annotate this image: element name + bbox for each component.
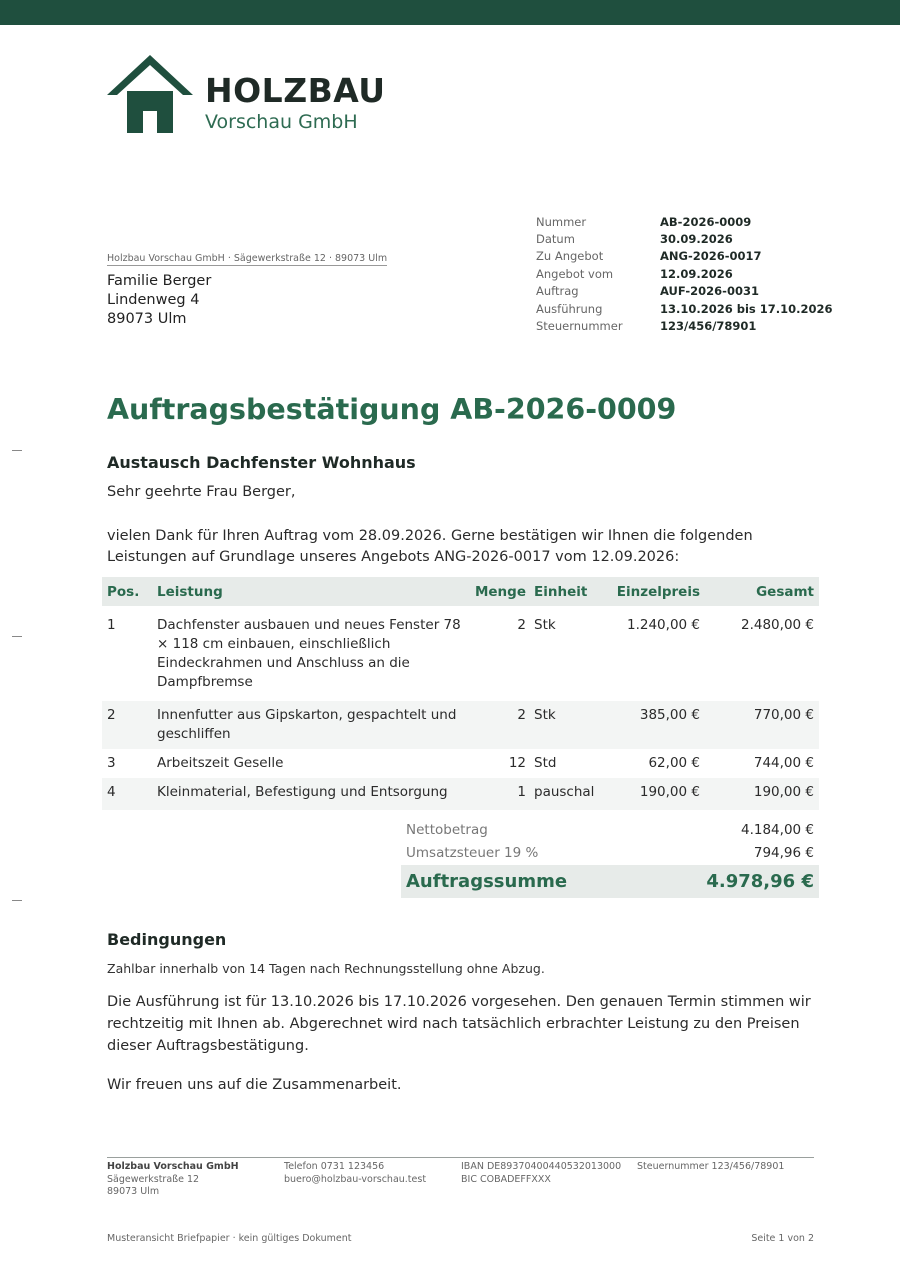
row-unit: Stk (534, 707, 556, 723)
meta-row (536, 317, 833, 334)
row-price: 62,00 € (648, 755, 700, 771)
fold-mark (12, 900, 22, 901)
footer-email: buero@holzbau-vorschau.test (284, 1173, 427, 1185)
footer-contact (284, 1161, 426, 1186)
company-subname: Vorschau GmbH (205, 111, 358, 133)
row-pos: 4 (107, 784, 116, 800)
meta-row (536, 265, 833, 282)
row-total: 744,00 € (753, 755, 814, 771)
net-value: 4.184,00 € (741, 821, 814, 838)
meta-row (536, 248, 833, 265)
row-total: 2.480,00 € (741, 617, 814, 633)
page-number: Seite 1 von 2 (751, 1233, 814, 1244)
recipient-line: Familie Berger (107, 273, 212, 289)
punch-mark (12, 636, 22, 637)
header-pos: Pos. (107, 583, 140, 600)
fold-mark (12, 450, 22, 451)
row-qty: 2 (517, 617, 526, 633)
header-price: Einzelpreis (616, 583, 700, 600)
meta-row (536, 283, 833, 300)
footer-bank (461, 1161, 621, 1186)
footer-street: Sägewerkstraße 12 (107, 1173, 200, 1185)
payment-terms: Zahlbar innerhalb von 14 Tagen nach Rechnungsstellung ohne Abzug. (107, 961, 545, 976)
meta-value: 123/456/78901 (660, 319, 757, 334)
meta-value: 30.09.2026 (660, 232, 733, 247)
top-brand-bar (0, 0, 900, 25)
row-price: 1.240,00 € (627, 617, 700, 633)
vat-label: Umsatzsteuer 19 % (406, 844, 539, 861)
table-row (102, 606, 819, 701)
row-desc: Arbeitszeit Geselle (157, 755, 284, 771)
footer-tax-number: Steuernummer 123/456/78901 (637, 1161, 785, 1172)
row-desc: Innenfutter aus Gipskarton, gespachtelt und geschliffen (157, 707, 457, 742)
header-unit: Einheit (534, 583, 588, 600)
vat-row (401, 841, 819, 864)
table-row (102, 778, 819, 810)
meta-label: Steuernummer (536, 319, 623, 334)
footer-phone: Telefon 0731 123456 (284, 1161, 385, 1172)
row-total: 190,00 € (753, 784, 814, 800)
row-price: 190,00 € (639, 784, 700, 800)
row-qty: 1 (517, 784, 526, 800)
row-desc: Kleinmaterial, Befestigung und Entsorgung (157, 784, 448, 800)
meta-row (536, 213, 833, 230)
document-title: Auftragsbestätigung AB-2026-0009 (107, 393, 677, 426)
row-qty: 12 (508, 755, 526, 771)
row-pos: 3 (107, 755, 116, 771)
meta-value: AUF-2026-0031 (660, 284, 759, 299)
footer-company-name: Holzbau Vorschau GmbH (107, 1161, 239, 1172)
table-row (102, 701, 819, 749)
table-header (102, 577, 819, 606)
footer-bic: BIC COBADEFFXXX (461, 1173, 551, 1185)
company-logo (107, 55, 397, 140)
sample-note: Musteransicht Briefpapier · kein gültiges Dokument (107, 1233, 352, 1244)
row-qty: 2 (517, 707, 526, 723)
footer-iban: IBAN DE89370400440532013000 (461, 1161, 622, 1172)
items-table (102, 577, 819, 810)
meta-value: ANG-2026-0017 (660, 249, 762, 264)
row-pos: 2 (107, 707, 116, 723)
sender-address-line: Holzbau Vorschau GmbH · Sägewerkstraße 12 · 89073 Ulm (107, 253, 388, 264)
meta-row (536, 230, 833, 247)
row-desc: Dachfenster ausbauen und neues Fenster 78 × 118 cm einbauen, einschließlich Eindeckrahmen und Anschluss an die Dampfbremse (157, 617, 461, 690)
meta-label: Ausführung (536, 301, 603, 316)
meta-value: 13.10.2026 bis 17.10.2026 (660, 301, 833, 316)
sum-row (401, 865, 819, 898)
meta-label: Nummer (536, 214, 587, 229)
row-unit: pauschal (534, 784, 595, 800)
header-total: Gesamt (756, 583, 814, 600)
subject-line: Austausch Dachfenster Wohnhaus (107, 453, 416, 472)
closing-text: Wir freuen uns auf die Zusammenarbeit. (107, 1077, 402, 1093)
table-row (102, 749, 819, 778)
header-qty: Menge (474, 583, 526, 600)
footer-tax (637, 1161, 784, 1174)
recipient-address (107, 272, 211, 329)
row-pos: 1 (107, 617, 116, 633)
net-label: Nettobetrag (406, 821, 488, 838)
recipient-line: Lindenweg 4 (107, 292, 200, 308)
meta-value: AB-2026-0009 (660, 214, 752, 229)
conditions-text: Die Ausführung ist für 13.10.2026 bis 17.10.2026 vorgesehen. Den genauen Termin stimmen wir rechtzeitig mit Ihnen ab. Abgerechnet wird nach tatsächlich erbrachter Leistung zu den Preisen dieser Auftragsbestätigung. (107, 994, 811, 1054)
meta-label: Zu Angebot (536, 249, 604, 264)
meta-value: 12.09.2026 (660, 266, 733, 281)
row-price: 385,00 € (639, 707, 700, 723)
footer-company (107, 1161, 239, 1199)
vat-value: 794,96 € (753, 844, 814, 861)
row-total: 770,00 € (753, 707, 814, 723)
row-unit: Std (534, 755, 557, 771)
salutation: Sehr geehrte Frau Berger, (107, 484, 296, 500)
intro-text: vielen Dank für Ihren Auftrag vom 28.09.2026. Gerne bestätigen wir Ihnen die folgenden Leistungen auf Grundlage unseres Angebots ANG-2026-0017 vom 12.09.2026: (107, 528, 753, 565)
conditions-title: Bedingungen (107, 930, 227, 949)
meta-label: Angebot vom (536, 266, 614, 281)
meta-label: Auftrag (536, 284, 579, 299)
company-name: HOLZBAU (205, 71, 386, 110)
house-icon (107, 55, 193, 135)
meta-label: Datum (536, 232, 575, 247)
meta-row (536, 300, 833, 317)
footer-divider (107, 1157, 814, 1158)
footer-city: 89073 Ulm (107, 1186, 160, 1197)
sum-label: Auftragssumme (406, 871, 568, 892)
sum-value: 4.978,96 € (706, 871, 814, 892)
net-row (401, 818, 819, 841)
recipient-line: 89073 Ulm (107, 311, 187, 327)
document-meta (536, 213, 833, 335)
totals-block (401, 818, 819, 898)
header-desc: Leistung (157, 583, 223, 600)
row-unit: Stk (534, 617, 556, 633)
